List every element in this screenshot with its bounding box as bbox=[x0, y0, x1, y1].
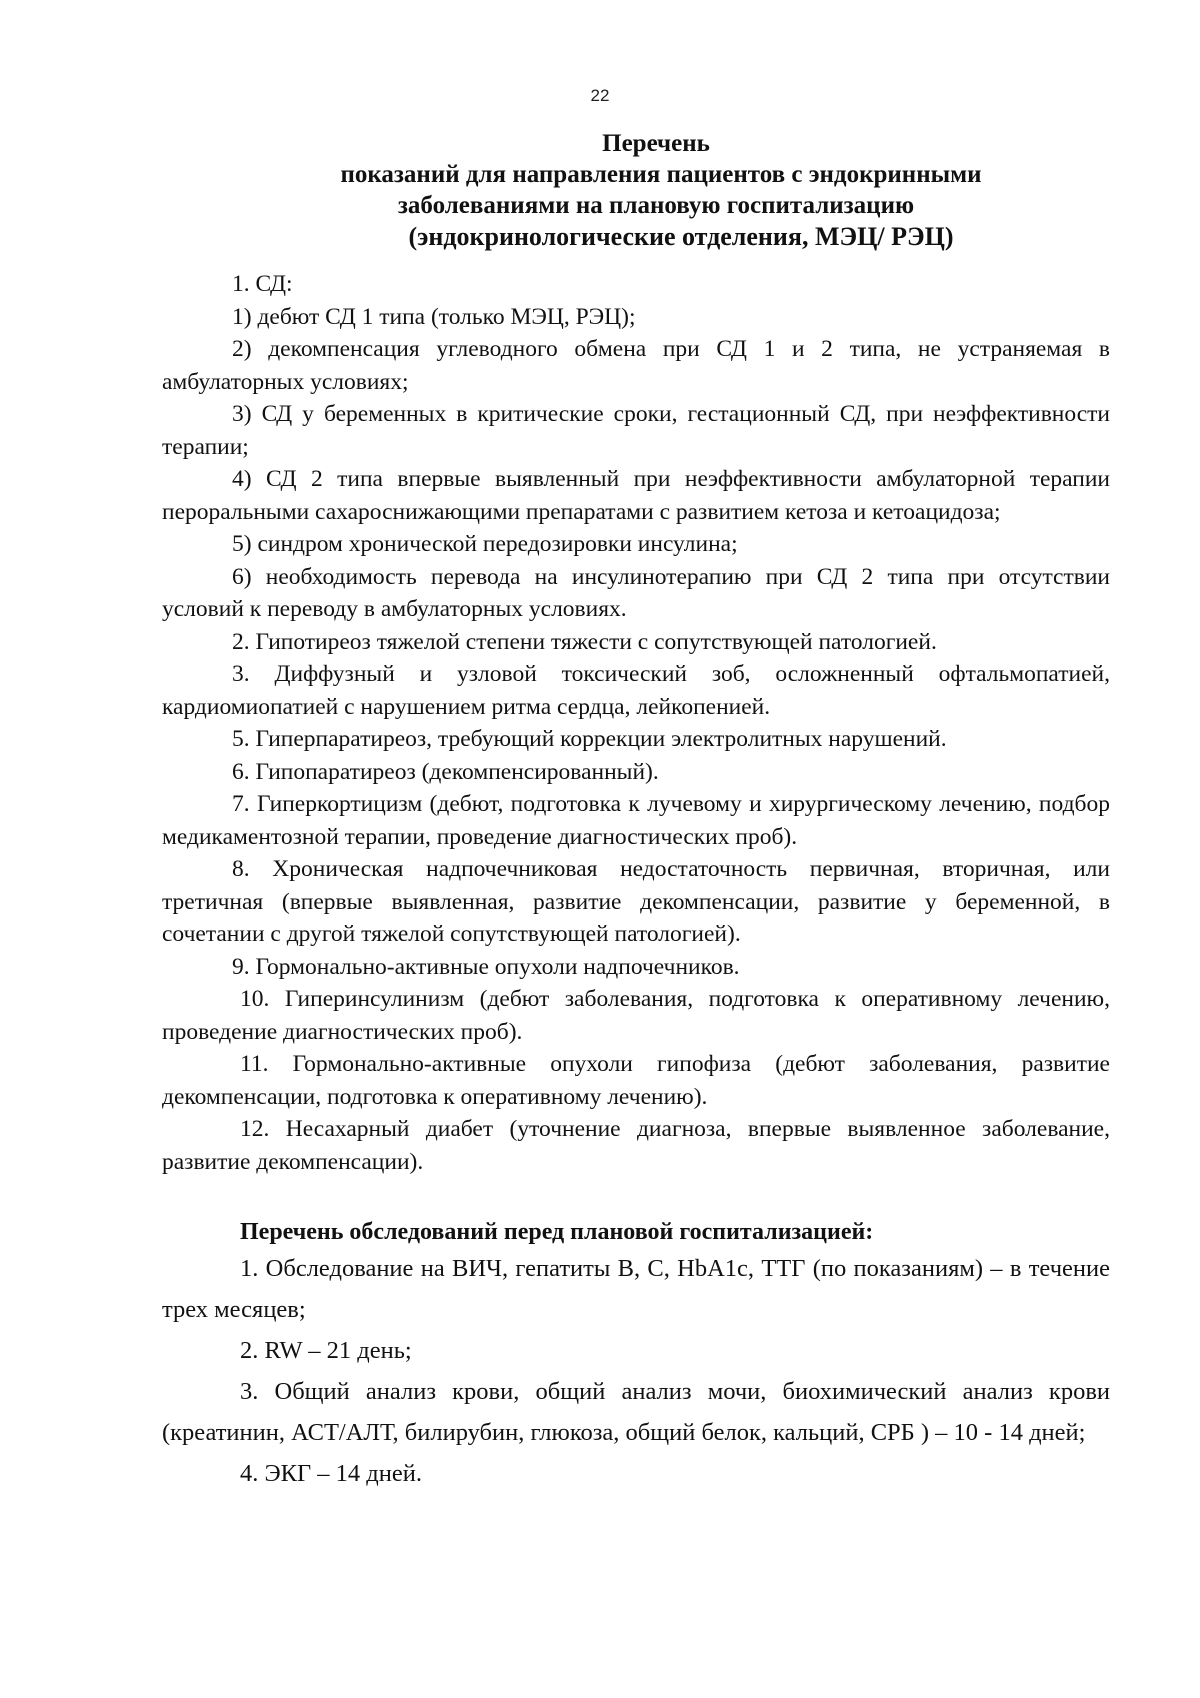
section-title-examinations: Перечень обследований перед плановой госпитализацией: bbox=[240, 1219, 874, 1245]
document-title bbox=[162, 128, 1110, 252]
list-item: 1. Обследование на ВИЧ, гепатиты В, С, HbA1c, ТТГ (по показаниям) – в течение трех месяцев; bbox=[162, 1255, 1110, 1323]
list-item: 3) СД у беременных в критические сроки, гестационный СД, при неэффективности терапии; bbox=[162, 401, 1110, 460]
list-item: 7. Гиперкортицизм (дебют, подготовка к лучевому и хирургическому лечению, подбор медикаментозной терапии, проведение диагностических проб). bbox=[162, 791, 1110, 850]
examinations-list bbox=[162, 1248, 1110, 1494]
list-item: 4. ЭКГ – 14 дней. bbox=[240, 1460, 422, 1487]
list-item: 2. RW – 21 день; bbox=[240, 1337, 412, 1364]
list-item: 12. Несахарный диабет (уточнение диагноза, впервые выявленное заболевание, развитие декомпенсации). bbox=[162, 1116, 1110, 1175]
title-line-1: Перечень bbox=[602, 130, 710, 157]
list-item: 5) синдром хронической передозировки инсулина; bbox=[232, 531, 738, 557]
list-item: 2) декомпенсация углеводного обмена при СД 1 и 2 типа, не устраняемая в амбулаторных условиях; bbox=[162, 336, 1110, 395]
list-item: 8. Хроническая надпочечниковая недостаточность первичная, вторичная, или третичная (впервые выявленная, развитие декомпенсации, развитие у беременной, в сочетании с другой тяжелой сопутствующей патологией). bbox=[162, 856, 1110, 947]
list-item: 10. Гиперинсулинизм (дебют заболевания, подготовка к оперативному лечению, проведение диагностических проб). bbox=[162, 986, 1110, 1045]
list-item: 4) СД 2 типа впервые выявленный при неэффективности амбулаторной терапии пероральными сахароснижающими препаратами с развитием кетоза и кетоацидоза; bbox=[162, 466, 1110, 525]
list-item: 3. Диффузный и узловой токсический зоб, осложненный офтальмопатией, кардиомиопатией с нарушением ритма сердца, лейкопенией. bbox=[162, 661, 1110, 720]
document-body bbox=[162, 268, 1110, 1494]
list-item: 5. Гиперпаратиреоз, требующий коррекции электролитных нарушений. bbox=[232, 726, 947, 752]
list-item: 1. СД: bbox=[232, 271, 293, 297]
list-item: 3. Общий анализ крови, общий анализ мочи, биохимический анализ крови (креатинин, АСТ/АЛТ, билирубин, глюкоза, общий белок, кальций, СРБ ) – 10 - 14 дней; bbox=[162, 1378, 1110, 1446]
page-number: 22 bbox=[590, 86, 610, 105]
list-item: 6. Гипопаратиреоз (декомпенсированный). bbox=[232, 758, 659, 785]
list-item: 2. Гипотиреоз тяжелой степени тяжести с сопутствующей патологией. bbox=[232, 628, 937, 655]
list-item: 11. Гормонально-активные опухоли гипофиза (дебют заболевания, развитие декомпенсации, подготовка к оперативному лечению). bbox=[162, 1051, 1110, 1110]
title-line-2: показаний для направления пациентов с эндокринными bbox=[340, 161, 982, 188]
list-item: 6) необходимость перевода на инсулинотерапию при СД 2 типа при отсутствии условий к переводу в амбулаторных условиях. bbox=[162, 563, 1110, 622]
title-line-4: (эндокринологические отделения, МЭЦ/ РЭЦ) bbox=[408, 222, 954, 251]
title-line-3: заболеваниями на плановую госпитализацию bbox=[397, 192, 915, 219]
list-item: 1) дебют СД 1 типа (только МЭЦ, РЭЦ); bbox=[232, 303, 636, 330]
list-item: 9. Гормонально-активные опухоли надпочечников. bbox=[232, 953, 740, 980]
